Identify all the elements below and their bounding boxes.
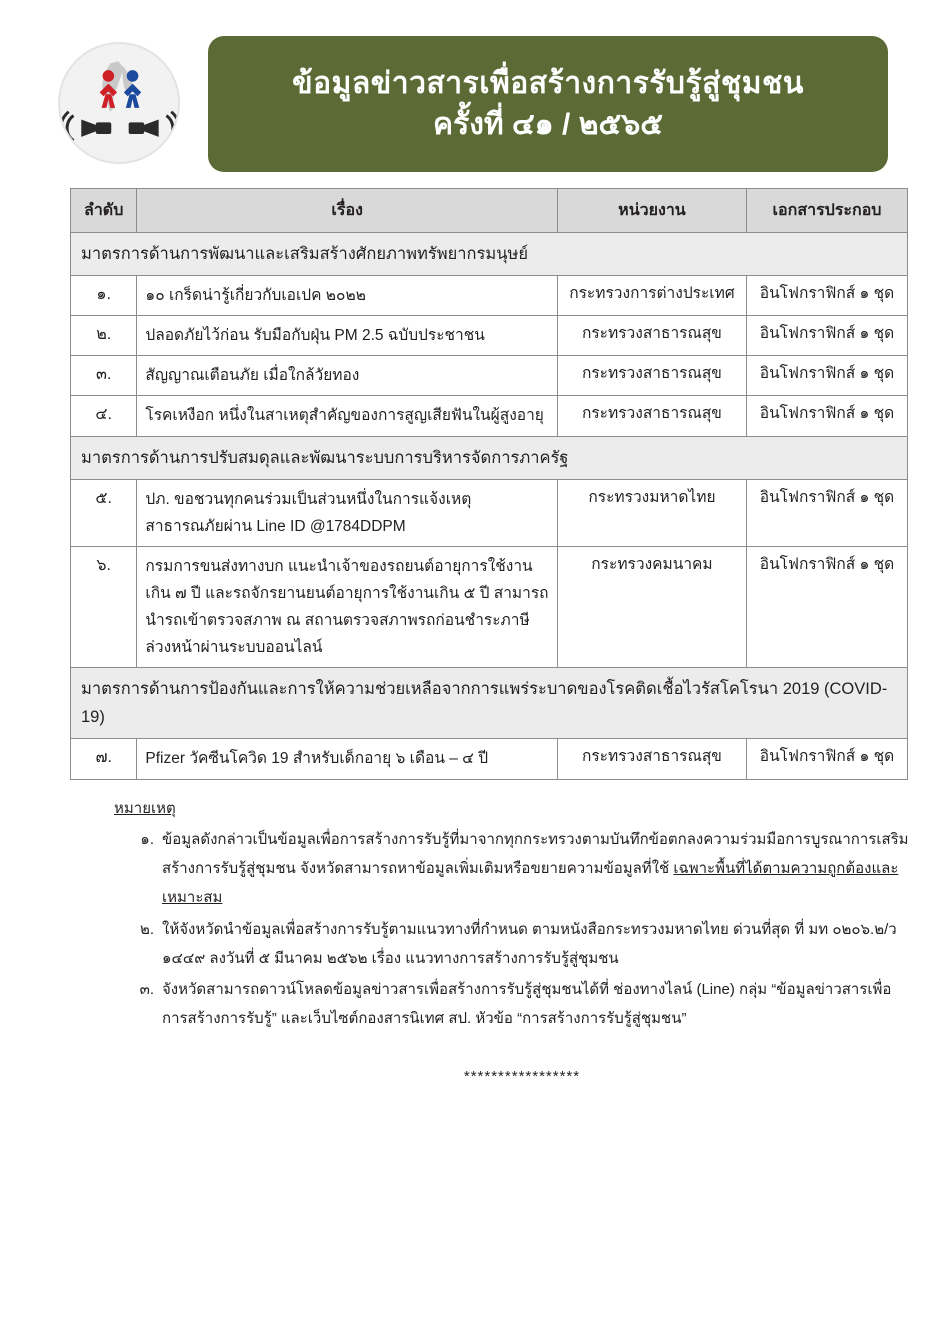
table-row [71, 739, 908, 779]
table-row [71, 356, 908, 396]
row-org: กระทรวงสาธารณสุข [557, 739, 746, 779]
note-item [132, 915, 912, 974]
row-doc: อินโฟกราฟิกส์ ๑ ชุด [747, 316, 908, 356]
note-item [132, 975, 912, 1034]
loudspeaker-thailand-map-logo-icon [60, 44, 178, 162]
row-doc: อินโฟกราฟิกส์ ๑ ชุด [747, 479, 908, 546]
note-text [162, 975, 912, 1034]
table-row [71, 316, 908, 356]
logo [58, 42, 180, 164]
table-body [71, 233, 908, 780]
content-table-wrapper [70, 188, 908, 780]
row-number: ๓. [71, 356, 137, 396]
row-number: ๖. [71, 546, 137, 668]
document-title-line1: ข้อมูลข่าวสารเพื่อสร้างการรับรู้สู่ชุมชน [292, 67, 804, 100]
section-label: มาตรการด้านการพัฒนาและเสริมสร้างศักยภาพทรัพยากรมนุษย์ [71, 233, 908, 276]
section-label: มาตรการด้านการป้องกันและการให้ความช่วยเหลือจากการแพร่ระบาดของโรคติดเชื้อไวรัสโคโรนา 2019 (COVID-19) [71, 668, 908, 739]
note-text-main: ให้จังหวัดนำข้อมูลเพื่อสร้างการรับรู้ตามแนวทางที่กำหนด ตามหนังสือกระทรวงมหาดไทย ด่วนที่สุด ที่ มท ๐๒๐๖.๒/ว ๑๔๔๙ ลงวันที่ ๕ มีนาคม ๒๕๖๒ เรื่อง แนวทางการสร้างการรับรู้สู่ชุมชน [162, 920, 897, 967]
notes-section [114, 794, 912, 1091]
title-banner [208, 36, 888, 172]
note-text [162, 825, 912, 913]
row-org: กระทรวงคมนาคม [557, 546, 746, 668]
document-title-line2: ครั้งที่ ๔๑ / ๒๕๖๕ [433, 108, 663, 141]
note-number: ๓. [139, 981, 154, 999]
row-org: กระทรวงสาธารณสุข [557, 356, 746, 396]
logo-circle [58, 42, 180, 164]
row-doc: อินโฟกราฟิกส์ ๑ ชุด [747, 739, 908, 779]
table-row [71, 546, 908, 668]
table-head [71, 189, 908, 233]
row-org: กระทรวงสาธารณสุข [557, 396, 746, 436]
row-number: ๗. [71, 739, 137, 779]
note-text-main: จังหวัดสามารถดาวน์โหลดข้อมูลข่าวสารเพื่อสร้างการรับรู้สู่ชุมชนได้ที่ ช่องทางไลน์ (Line) กลุ่ม “ข้อมูลข่าวสารเพื่อการสร้างการรับรู้” และเว็บไซต์กองสารนิเทศ สป. หัวข้อ “การสร้างการรับรู้สู่ชุมชน” [162, 981, 892, 1028]
note-text-underlined: เฉพาะพื้นที่ได้ตามความถูกต้องและเหมาะสม [162, 860, 899, 907]
row-topic: ๑๐ เกร็ดน่ารู้เกี่ยวกับเอเปค ๒๐๒๒ [137, 276, 558, 316]
column-header-topic: เรื่อง [137, 189, 558, 233]
row-topic: โรคเหงือก หนึ่งในสาเหตุสำคัญของการสูญเสียฟันในผู้สูงอายุ [137, 396, 558, 436]
row-topic: Pfizer วัคซีนโควิด 19 สำหรับเด็กอายุ ๖ เดือน – ๔ ปี [137, 739, 558, 779]
note-item [132, 825, 912, 913]
row-doc: อินโฟกราฟิกส์ ๑ ชุด [747, 276, 908, 316]
column-header-org: หน่วยงาน [557, 189, 746, 233]
section-header-row [71, 233, 908, 276]
row-number: ๔. [71, 396, 137, 436]
document-header [0, 0, 950, 180]
content-table [70, 188, 908, 780]
row-doc: อินโฟกราฟิกส์ ๑ ชุด [747, 356, 908, 396]
section-header-row [71, 668, 908, 739]
notes-title: หมายเหตุ [114, 799, 176, 817]
section-header-row [71, 436, 908, 479]
column-header-no: ลำดับ [71, 189, 137, 233]
row-org: กระทรวงมหาดไทย [557, 479, 746, 546]
note-number: ๑. [140, 830, 154, 848]
table-header-row [71, 189, 908, 233]
row-number: ๑. [71, 276, 137, 316]
note-text [162, 915, 912, 974]
table-row [71, 396, 908, 436]
row-topic: สัญญาณเตือนภัย เมื่อใกล้วัยทอง [137, 356, 558, 396]
footer-separator: ***************** [463, 1067, 581, 1085]
row-doc: อินโฟกราฟิกส์ ๑ ชุด [747, 396, 908, 436]
row-topic: ปลอดภัยไว้ก่อน รับมือกับฝุ่น PM 2.5 ฉบับประชาชน [137, 316, 558, 356]
row-topic: กรมการขนส่งทางบก แนะนำเจ้าของรถยนต์อายุการใช้งานเกิน ๗ ปี และรถจักรยานยนต์อายุการใช้งานเกิน ๕ ปี สามารถนำรถเข้าตรวจสภาพ ณ สถานตรวจสภาพรถก่อนชำระภาษีล่วงหน้าผ่านระบบออนไลน์ [137, 546, 558, 668]
row-topic: ปภ. ขอชวนทุกคนร่วมเป็นส่วนหนึ่งในการแจ้งเหตุสาธารณภัยผ่าน Line ID @1784DDPM [137, 479, 558, 546]
section-label: มาตรการด้านการปรับสมดุลและพัฒนาระบบการบริหารจัดการภาครัฐ [71, 436, 908, 479]
table-row [71, 276, 908, 316]
note-text-main: ข้อมูลดังกล่าวเป็นข้อมูลเพื่อการสร้างการรับรู้ที่มาจากทุกกระทรวงตามบันทึกข้อตกลงความร่วมมือการบูรณาการเสริมสร้างการรับรู้สู่ชุมชน จังหวัดสามารถหาข้อมูลเพิ่มเติมหรือขยายความข้อมูลที่ใช้ [162, 830, 909, 878]
table-row [71, 479, 908, 546]
column-header-doc: เอกสารประกอบ [747, 189, 908, 233]
row-number: ๕. [71, 479, 137, 546]
row-number: ๒. [71, 316, 137, 356]
row-org: กระทรวงสาธารณสุข [557, 316, 746, 356]
note-number: ๒. [139, 920, 154, 938]
row-doc: อินโฟกราฟิกส์ ๑ ชุด [747, 546, 908, 668]
row-org: กระทรวงการต่างประเทศ [557, 276, 746, 316]
